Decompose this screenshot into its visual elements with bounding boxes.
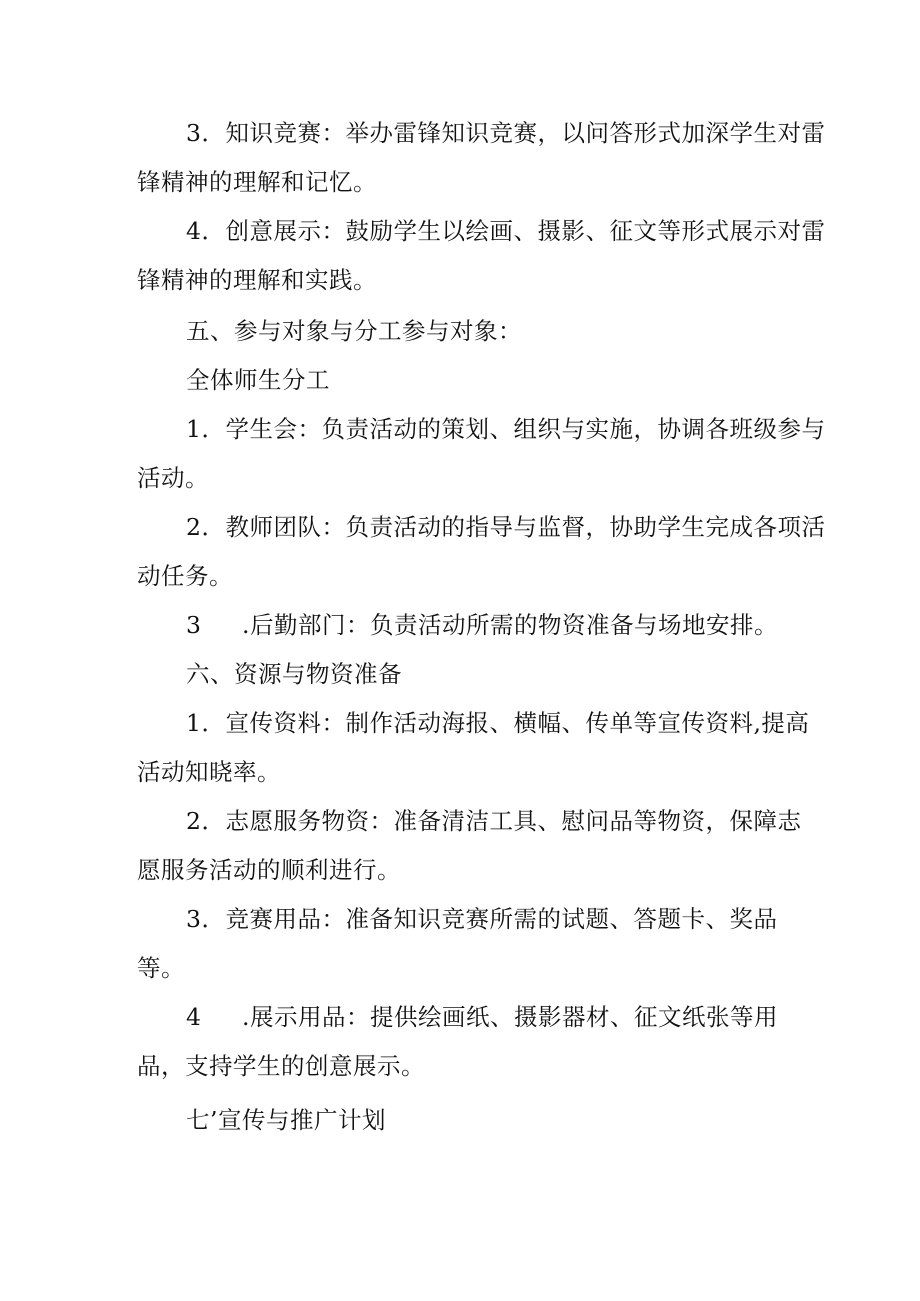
section-heading-resources: 六、资源与物资准备 [186,660,402,688]
item-number: 3 [186,611,202,639]
section-heading-promotion: 七’宣传与推广计划 [186,1106,386,1134]
item-volunteer-supplies-line2: 愿服务活动的顺利进行。 [137,856,401,884]
item-logistics [186,610,778,640]
item-publicity-materials-line2: 活动知晓率。 [137,758,281,786]
item-contest-supplies-line2: 等。 [137,954,185,982]
item-volunteer-supplies-line1: 2．志愿服务物资：准备清洁工具、慰问品等物资，保障志 [186,807,802,835]
item-teacher-team-line2: 动任务。 [137,562,233,590]
item-logistics-text: .后勤部门：负责活动所需的物资准备与场地安排。 [242,611,778,639]
item-creative-display-line2: 锋精神的理解和实践。 [137,266,377,294]
section-heading-participants: 五、参与对象与分工参与对象： [186,317,522,345]
item-display-supplies-text: .展示用品：提供绘画纸、摄影器材、征文纸张等用 [242,1003,778,1031]
item-number: 4 [186,1003,202,1031]
item-knowledge-contest-line1: 3．知识竞赛：举办雷锋知识竞赛，以问答形式加深学生对雷 [186,119,826,147]
item-display-supplies-line2: 品，支持学生的创意展示。 [137,1052,425,1080]
item-display-supplies-line1 [186,1002,778,1032]
item-student-union-line1: 1．学生会：负责活动的策划、组织与实施，协调各班级参与 [186,415,826,443]
item-student-union-line2: 活动。 [137,464,209,492]
item-creative-display-line1: 4．创意展示：鼓励学生以绘画、摄影、征文等形式展示对雷 [186,217,826,245]
item-publicity-materials-line1: 1．宣传资料：制作活动海报、横幅、传单等宣传资料,提高 [186,709,810,737]
item-teacher-team-line1: 2．教师团队：负责活动的指导与监督，协助学生完成各项活 [186,513,826,541]
item-knowledge-contest-line2: 锋精神的理解和记忆。 [137,168,377,196]
item-contest-supplies-line1: 3．竞赛用品：准备知识竞赛所需的试题、答题卡、奖品 [186,905,778,933]
participants-text: 全体师生分工 [186,366,330,394]
